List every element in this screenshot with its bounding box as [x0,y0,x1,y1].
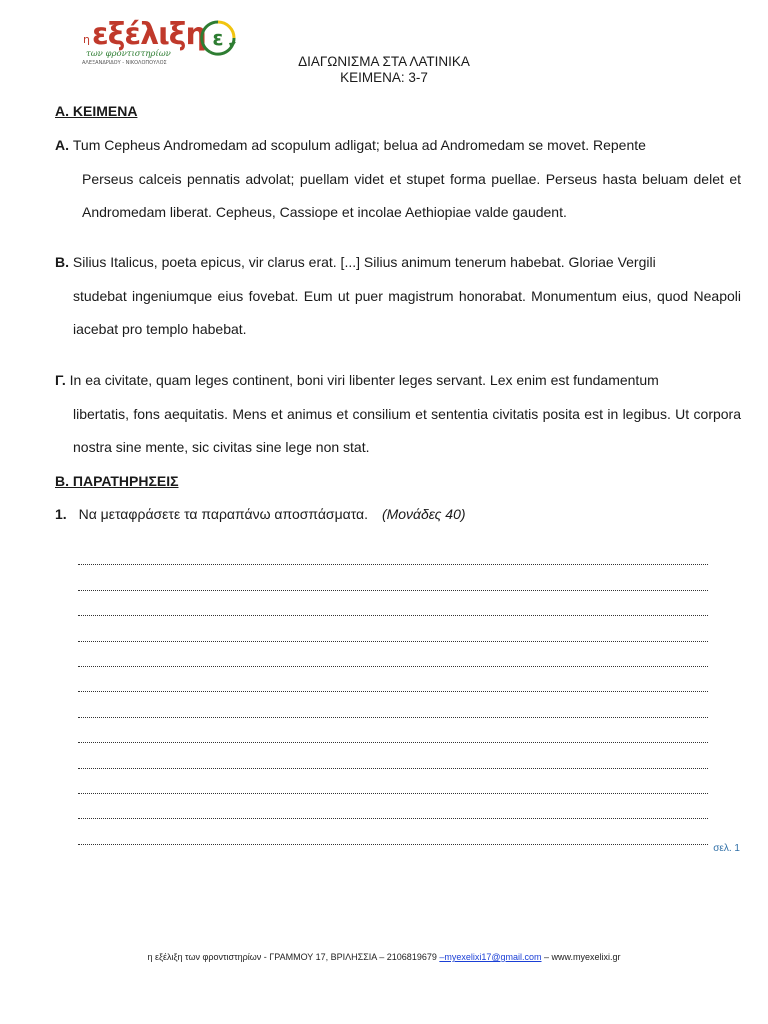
section-b-heading: Β. ΠΑΡΑΤΗΡΗΣΕΙΣ [55,473,179,489]
answer-line [78,540,708,565]
footer-address: η εξέλιξη των φροντιστηρίων - ΓΡΑΜΜΟΥ 17, ΒΡΙΛΗΣΣΙΑ – 2106819679 [147,952,440,962]
text-label: Γ. [55,372,66,388]
answer-line [78,743,708,768]
document-title: ΔΙΑΓΩΝΙΣΜΑ ΣΤΑ ΛΑΤΙΝΙΚΑ [298,54,470,69]
latin-text-c [55,364,741,465]
answer-line [78,591,708,616]
logo-subtitle: των φροντιστηρίων [86,49,171,59]
text-continuation: libertatis, fons aequitatis. Mens et animus et consilium et sententia civitatis posita est in legibus. Ut corpora nostra sine mente, sic civitas sine lege non stat. [73,405,741,455]
logo-article: η [83,33,90,46]
question-marks: (Μονάδες 40) [381,506,466,522]
answer-line [78,718,708,743]
text-label: Β. [55,254,69,270]
answer-line [78,769,708,794]
answer-line [78,692,708,717]
answer-line [78,794,708,819]
text-first-line: Silius Italicus, poeta epicus, vir clarus erat. [...] Silius animum tenerum habebat. Gloriae Vergili [69,254,656,270]
question-text: Να μεταφράσετε τα παραπάνω αποσπάσματα. [78,506,369,522]
text-label: Α. [55,137,69,153]
answer-line [78,819,708,844]
answer-line [78,565,708,590]
text-continuation: Perseus calceis pennatis advolat; puellam videt et stupet forma puellae. Perseus hasta beluam delet et Andromedam liberat. Cepheus, Cassiope et incolae Aethiopiae valde gaudent. [82,170,741,220]
answer-line [78,616,708,641]
logo-names: ΑΛΕΞΑΝΔΡΙΔΟΥ - ΝΙΚΟΛΟΠΟΥΛΟΣ [82,60,167,66]
footer [0,952,768,962]
text-continuation: studebat ingeniumque eius fovebat. Eum ut puer magistrum honorabat. Monumentum eius, quod Neapoli iacebat pro templo habebat. [73,287,741,337]
answer-lines [78,540,708,845]
logo-wordmark: εξέλιξη [92,17,206,52]
question-1 [55,506,466,522]
answer-line [78,642,708,667]
document-subtitle: ΚΕΙΜΕΝΑ: 3-7 [340,70,428,85]
footer-email-link[interactable]: –myexelixi17@gmail.com [439,952,542,962]
latin-text-a [55,129,741,230]
page-number: σελ. 1 [713,843,740,854]
logo-mark: ε [212,26,224,50]
question-number: 1. [55,506,67,522]
footer-website: – www.myexelixi.gr [541,952,621,962]
text-first-line: Tum Cepheus Andromedam ad scopulum adligat; belua ad Andromedam se movet. Repente [69,137,646,153]
answer-line [78,667,708,692]
section-a-heading: Α. ΚΕΙΜΕΝΑ [55,103,138,119]
latin-text-b [55,246,741,347]
document-title-block [0,54,768,86]
text-first-line: In ea civitate, quam leges continent, boni viri libenter leges servant. Lex enim est fundamentum [65,372,659,388]
logo-circle-icon [198,18,238,58]
